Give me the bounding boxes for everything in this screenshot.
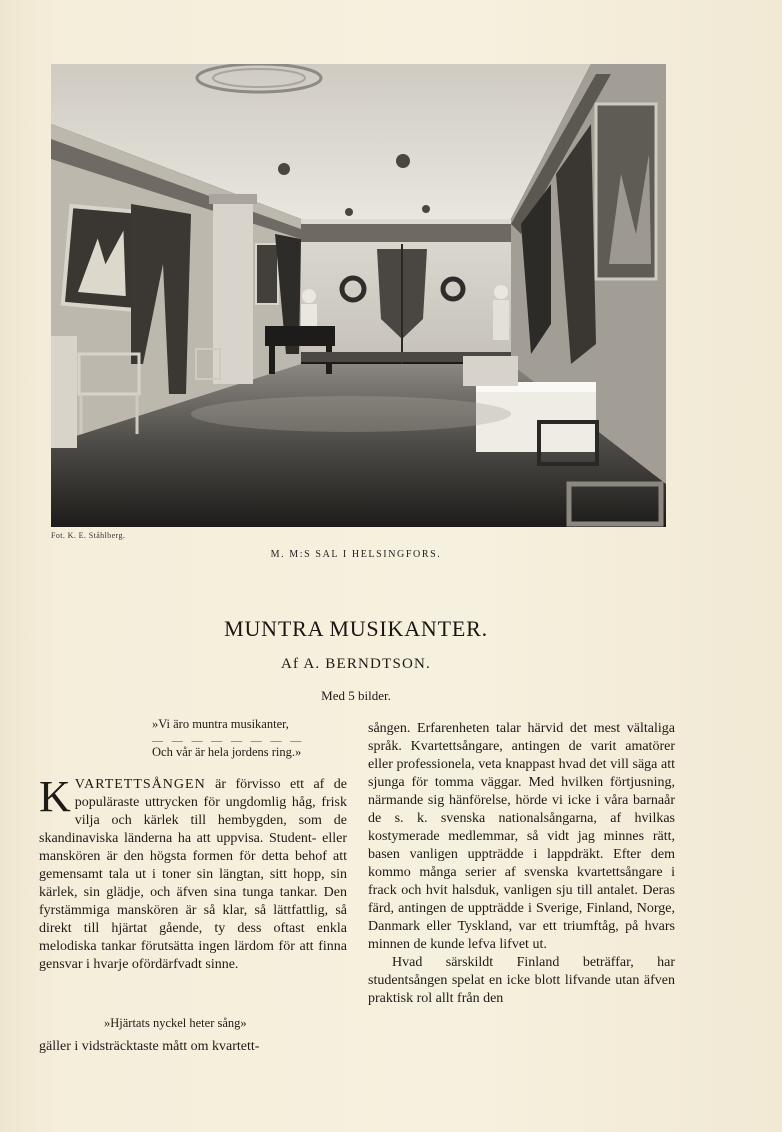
article-author: Af A. BERNDTSON.: [280, 656, 432, 672]
verse-line-1: »Vi äro muntra musikanter,: [152, 717, 289, 731]
right-paragraph-1: sången. Erfarenheten talar härvid det mest vältaliga språk. Kvartettsångare, antingen de varit amatörer eller professionela, veta knappast hvad det vill säga att sjunga för tomma väggar. Med hvilken förtjusning, närmande sig hänförelse, hörde vi icke i våra barnaår de s. k. svenska nationalsångarna, af hvilkas kostymerade medlemmar, så vidt jag minnes rätt, basen vanligen uppträdde i lappdräkt. Efter dem kommo många serier af svenska kvartettsångare i frack och hvit halsduk, vanligen sju till antalet. Deras färd, antingen de uppträdde i Sverige, Finland, Norge, Danmark eller Tyskland, var ett triumftåg, på hvars minnen de kunde lefva lifvet ut.: [368, 721, 675, 952]
paragraph-2-text: gäller i vidsträcktaste mått om kvartett-: [39, 1039, 260, 1054]
verse-dashes: — — — — — — — —: [152, 735, 305, 747]
hall-photo-illustration: [51, 64, 666, 527]
article-subtitle: Med 5 bilder.: [321, 688, 391, 703]
photo-credit: Fot. K. E. Ståhlberg.: [51, 531, 126, 540]
right-column: [368, 720, 675, 1008]
right-paragraph-2: Hvad särskildt Finland beträffar, har studentsången spelat en icke blott lifvande utan äfven praktisk rol allt från den: [368, 955, 675, 1006]
article-title: MUNTRA MUSIKANTER.: [224, 616, 488, 641]
opening-paragraph: [39, 772, 347, 974]
drop-cap: K: [39, 772, 71, 821]
left-column-continuation: [39, 1038, 347, 1056]
photo-caption: M. M:S SAL I HELSINGFORS.: [270, 549, 442, 560]
verse-line-2: Och vår är hela jordens ring.»: [152, 745, 302, 759]
lead-word: VARTETTSÅNGEN: [74, 777, 206, 792]
left-column: [39, 772, 347, 974]
hall-photograph: [51, 64, 666, 527]
paragraph-1-text: är förvisso ett af de populäraste uttrycken för ungdomlig håg, frisk vilja och kärlek till hembygden, som de skandinaviska länderna ha att uppvisa. Student- eller manskören är den högsta formen för detta behof att gemensamt tala ut i toner sin längtan, sitt hopp, sin kärlek, sin glädje, och äfven sina tunga tankar. Den fyrstämmiga manskören är så klar, så lättfattlig, så direkt till hjärtat gående, ty dess oftast enkla melodiska tankar förutsätta ingen lärdom för att finna gensvar i hvarje ofördärfvadt sinne.: [39, 777, 347, 972]
heart-key-quote: »Hjärtats nyckel heter sång»: [104, 1016, 247, 1030]
